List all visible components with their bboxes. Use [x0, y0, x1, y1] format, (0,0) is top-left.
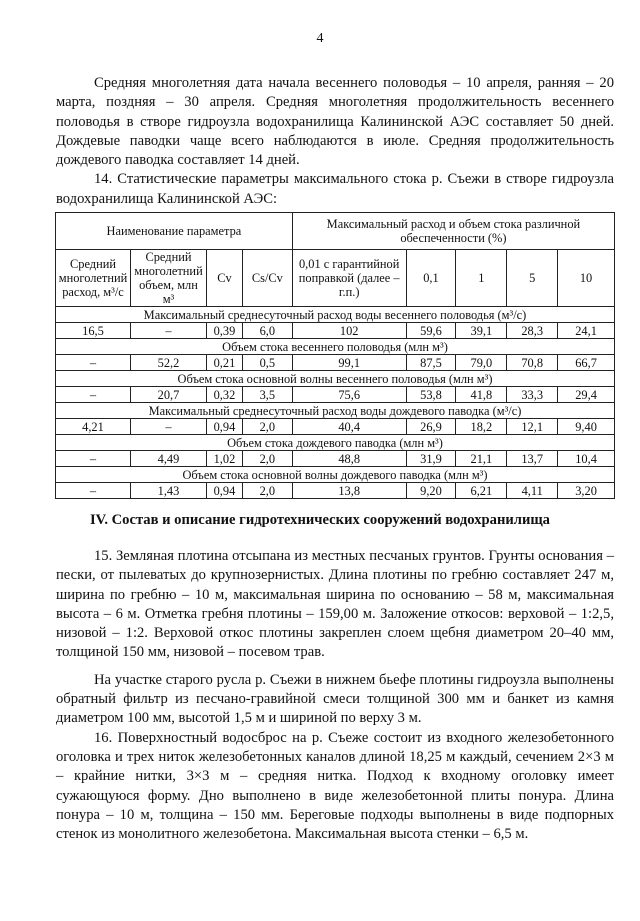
table-cell: 12,1	[507, 419, 558, 435]
column-header: Средний многолетний объем, млн м³	[130, 250, 206, 307]
table-cell: 0,32	[206, 387, 242, 403]
table-cell: 29,4	[558, 387, 615, 403]
column-header: Cv	[206, 250, 242, 307]
table-cell: 9,40	[558, 419, 615, 435]
table-cell: 70,8	[507, 355, 558, 371]
table-cell: 2,0	[242, 451, 292, 467]
body-text-bottom	[56, 547, 614, 844]
table-cell: –	[56, 483, 131, 499]
table-cell: –	[130, 323, 206, 339]
column-header: 5	[507, 250, 558, 307]
table-cell: 33,3	[507, 387, 558, 403]
table-row	[56, 323, 615, 339]
paragraph: Средняя многолетняя дата начала весеннего половодья – 10 апреля, ранняя – 20 марта, поздняя – 30 апреля. Средняя многолетняя продолжительность весеннего половодья в створе гидроузла водохранилища Калининской АЭС составляет 50 дней. Дождевые паводки чаще всего наблюдаются в июле. Средняя продолжительность дождевого паводка составляет 14 дней.	[56, 75, 614, 169]
table-cell: 75,6	[292, 387, 406, 403]
table-cell: 6,21	[456, 483, 507, 499]
table-cell: 4,21	[56, 419, 131, 435]
table-cell: 1,02	[206, 451, 242, 467]
column-header: Cs/Cv	[242, 250, 292, 307]
table-cell: –	[56, 387, 131, 403]
statistics-table	[55, 212, 615, 499]
section-heading: IV. Состав и описание гидротехнических сооружений водохранилища	[90, 512, 550, 528]
table-cell: 16,5	[56, 323, 131, 339]
table-cell: 13,7	[507, 451, 558, 467]
table-cell: 31,9	[406, 451, 456, 467]
table-cell: 13,8	[292, 483, 406, 499]
table-cell: –	[56, 355, 131, 371]
section-title: Максимальный среднесуточный расход воды весеннего половодья (м³/с)	[56, 307, 615, 323]
table-cell: –	[130, 419, 206, 435]
table-cell: 3,5	[242, 387, 292, 403]
table-row	[56, 451, 615, 467]
body-text-top	[56, 74, 614, 209]
table-cell: 4,11	[507, 483, 558, 499]
column-header: 0,01 с гарантийной поправкой (далее – г.п.)	[292, 250, 406, 307]
table-cell: 26,9	[406, 419, 456, 435]
header-max: Максимальный расход и объем стока различной обеспеченности (%)	[292, 213, 614, 250]
table-cell: 6,0	[242, 323, 292, 339]
table-cell: 24,1	[558, 323, 615, 339]
section-title: Объем стока основной волны весеннего половодья (млн м³)	[56, 371, 615, 387]
table-cell: 40,4	[292, 419, 406, 435]
table-cell: 18,2	[456, 419, 507, 435]
table-cell: 66,7	[558, 355, 615, 371]
column-header: Средний многолетний расход, м³/с	[56, 250, 131, 307]
table-cell: 28,3	[507, 323, 558, 339]
table-cell: –	[56, 451, 131, 467]
table-cell: 0,94	[206, 419, 242, 435]
column-header: 0,1	[406, 250, 456, 307]
table-cell: 99,1	[292, 355, 406, 371]
table-cell: 21,1	[456, 451, 507, 467]
table-cell: 0,94	[206, 483, 242, 499]
table-cell: 52,2	[130, 355, 206, 371]
paragraph: 14. Статистические параметры максимального стока р. Съежи в створе гидроузла водохранилища Калининской АЭС:	[56, 171, 614, 207]
table-cell: 59,6	[406, 323, 456, 339]
table-cell: 102	[292, 323, 406, 339]
section-title: Объем стока основной волны дождевого паводка (млн м³)	[56, 467, 615, 483]
table-cell: 48,8	[292, 451, 406, 467]
table-cell: 39,1	[456, 323, 507, 339]
table-cell: 20,7	[130, 387, 206, 403]
section-title: Объем стока дождевого паводка (млн м³)	[56, 435, 615, 451]
section-title: Максимальный среднесуточный расход воды дождевого паводка (м³/с)	[56, 403, 615, 419]
section-title: Объем стока весеннего половодья (млн м³)	[56, 339, 615, 355]
header-param: Наименование параметра	[56, 213, 293, 250]
table-row	[56, 483, 615, 499]
table-cell: 53,8	[406, 387, 456, 403]
table-cell: 10,4	[558, 451, 615, 467]
column-header: 10	[558, 250, 615, 307]
table-cell: 9,20	[406, 483, 456, 499]
paragraph: 16. Поверхностный водосброс на р. Съеже состоит из входного железобетонного оголовка и трех ниток железобетонных каналов длиной 18,25 м каждый, сечением 2×3 м – крайние нитки, 3×3 м – средняя нитка. Подход к входному оголовку имеет сужающуюся форму. Дно выполнено в виде железобетонной плиты понура. Длина понура – 10 м, толщина – 150 мм. Береговые подходы выполнены в виде подпорных стенок из монолитного железобетона. Максимальная высота стенки – 6,5 м.	[56, 729, 614, 843]
table-row	[56, 387, 615, 403]
page-number: 4	[316, 31, 324, 46]
table-cell: 2,0	[242, 483, 292, 499]
table-cell: 0,21	[206, 355, 242, 371]
table-cell: 87,5	[406, 355, 456, 371]
table-cell: 79,0	[456, 355, 507, 371]
table-cell: 41,8	[456, 387, 507, 403]
table-cell: 0,5	[242, 355, 292, 371]
table-cell: 2,0	[242, 419, 292, 435]
paragraph: На участке старого русла р. Съежи в нижнем бьефе плотины гидроузла выполнены обратный фильтр из песчано-гравийной смеси толщиной 300 мм и банкет из камня диаметром 100 мм, высотой 1,5 м и шириной по верху 3 м.	[56, 671, 614, 727]
table-cell: 3,20	[558, 483, 615, 499]
table-cell: 1,43	[130, 483, 206, 499]
table-cell: 4,49	[130, 451, 206, 467]
paragraph: 15. Земляная плотина отсыпана из местных песчаных грунтов. Грунты основания – пески, от пылеватых до крупнозернистых. Длина плотины по гребню составляет 247 м, ширина по гребню – 10 м, максимальная ширина по основанию – 58 м, максимальная высота – 6 м. Отметка гребня плотины – 159,00 м. Заложение откосов: верховой – 1:2,5, низовой – 1:2. Верховой откос плотины закреплен слоем щебня диаметром 20–40 мм, толщиной 150 мм, низовой – посевом трав.	[56, 548, 614, 661]
column-header: 1	[456, 250, 507, 307]
table-row	[56, 419, 615, 435]
table-cell: 0,39	[206, 323, 242, 339]
table-row	[56, 355, 615, 371]
